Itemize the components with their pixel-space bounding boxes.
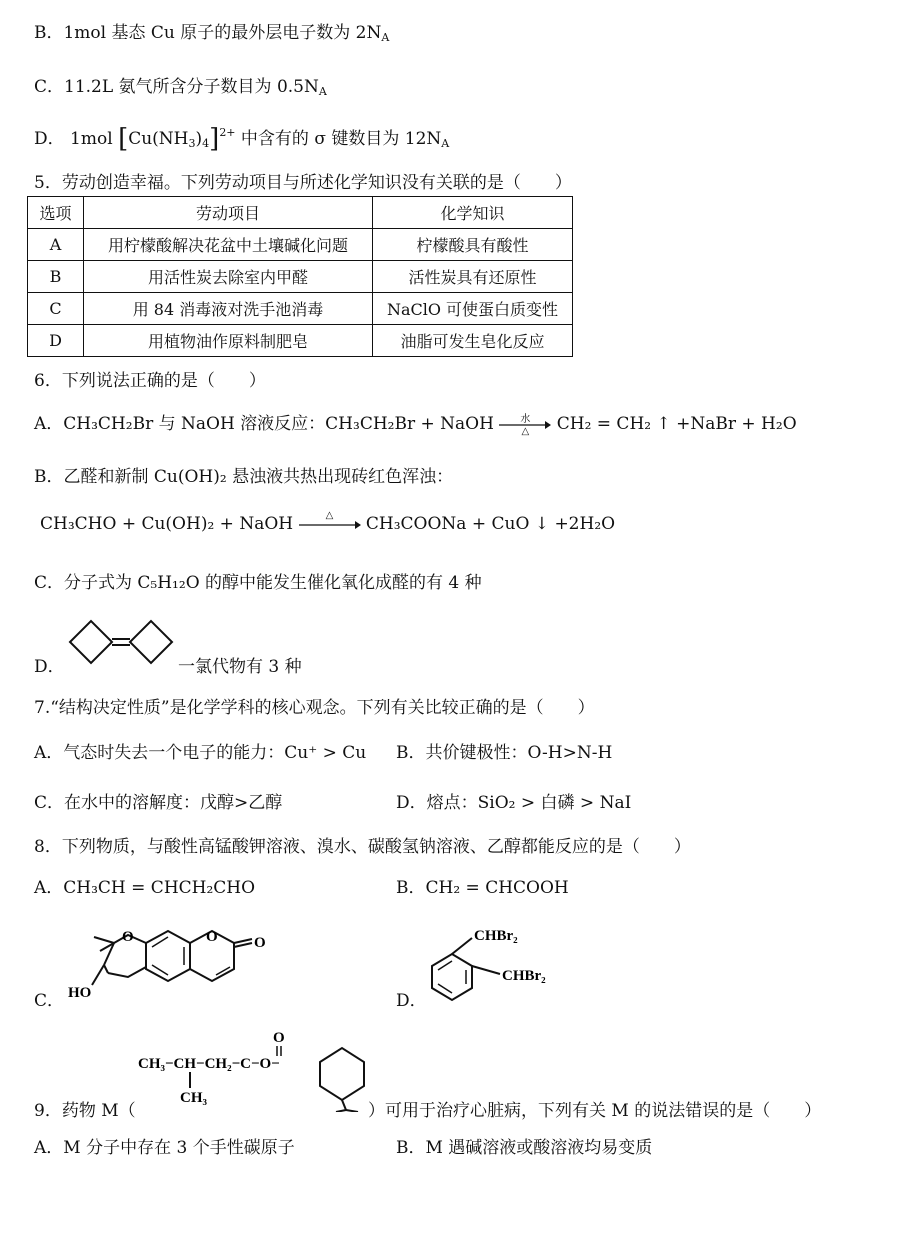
- q4-option-d-sub4: 4: [202, 137, 210, 150]
- q6-option-a: [34, 409, 797, 437]
- drug-m-structure-icon: [132, 1026, 372, 1117]
- table-row: [28, 229, 573, 261]
- q4-option-c: [34, 72, 327, 98]
- q5-row-c-labor: 用 84 消毒液对洗手池消毒: [84, 293, 373, 325]
- q5-row-c-option: C: [28, 293, 84, 325]
- reaction-arrow-icon: [299, 509, 361, 534]
- q9-stem-prefix: 9．药物 M（: [34, 1101, 136, 1121]
- q4-option-d-suffix: 中含有的 σ 键数目为 12N: [235, 129, 442, 149]
- coumarin-structure-icon: [66, 925, 280, 1012]
- q6-option-d-label: D．: [34, 657, 65, 677]
- q8-option-b: B．CH₂ = CHCOOH: [396, 878, 569, 898]
- bis-dibromomethyl-benzene-structure-icon: [426, 922, 566, 1009]
- reaction-arrow-icon: [499, 413, 551, 437]
- q4-option-d-sub: A: [441, 137, 450, 150]
- q9-stem-suffix: ）可用于治疗心脏病，下列有关 M 的说法错误的是（ ）: [368, 1101, 822, 1121]
- q9-option-b: B．M 遇碱溶液或酸溶液均易变质: [396, 1138, 653, 1158]
- q4-option-d-prefix: D． 1mol: [34, 129, 113, 149]
- q6-stem: 6．下列说法正确的是（ ）: [34, 371, 266, 391]
- q5-header-knowledge: 化学知识: [373, 197, 573, 229]
- q8-option-a: A．CH₃CH = CHCH₂CHO: [34, 878, 256, 898]
- q6-option-a-cond-bottom: △: [521, 425, 530, 437]
- q4-option-b-text: B．1mol 基态 Cu 原子的最外层电子数为 2N: [34, 23, 382, 43]
- q7-option-d: D．熔点：SiO₂ > 白磷 > NaI: [396, 793, 632, 813]
- table-row: [28, 261, 573, 293]
- table-row: [28, 293, 573, 325]
- bicyclobutylidene-structure-icon: [66, 618, 178, 673]
- q7-option-b: B．共价键极性：O-H>N-H: [396, 743, 613, 763]
- q5-table-header: [28, 197, 573, 229]
- q5-header-labor: 劳动项目: [84, 197, 373, 229]
- drug-m-formula: CH₃−CH−CH₂−C−O−: [138, 1056, 280, 1072]
- q4-option-b-sub: A: [381, 31, 390, 44]
- drug-m-carbonyl-o: O: [273, 1030, 285, 1046]
- q6-option-a-text: CH₃CH₂Br 与 NaOH 溶液反应：CH₃CH₂Br + NaOH: [63, 414, 494, 434]
- q7-option-a: A．气态时失去一个电子的能力：Cu⁺ > Cu: [34, 743, 367, 763]
- q8-stem: 8．下列物质，与酸性高锰酸钾溶液、溴水、碳酸氢钠溶液、乙醇都能反应的是（ ）: [34, 837, 691, 857]
- q6-option-a-result: CH₂ = CH₂ ↑ +NaBr + H₂O: [556, 414, 797, 434]
- q4-option-d-sub3: 3: [188, 137, 196, 150]
- q5-row-a-labor: 用柠檬酸解决花盆中土壤碱化问题: [84, 229, 373, 261]
- chbr2-top: CHBr₂: [474, 928, 518, 944]
- q5-row-b-option: B: [28, 261, 84, 293]
- table-row: [28, 325, 573, 357]
- q5-table: [27, 196, 573, 357]
- q5-row-b-labor: 用活性炭去除室内甲醛: [84, 261, 373, 293]
- q8-option-c-label: C．: [34, 991, 65, 1011]
- q6-option-a-cond-top: 水: [520, 413, 531, 425]
- q6-option-b-equation: [40, 509, 616, 534]
- coumarin-o3: O: [254, 935, 266, 951]
- q5-row-a-option: A: [28, 229, 84, 261]
- q5-row-d-option: D: [28, 325, 84, 357]
- q7-option-c: C．在水中的溶解度：戊醇>乙醇: [34, 793, 283, 813]
- q4-option-c-text: C．11.2L 氨气所含分子数目为 0.5N: [34, 77, 319, 97]
- q4-option-b: [34, 18, 389, 44]
- q5-row-d-labor: 用植物油作原料制肥皂: [84, 325, 373, 357]
- q9-option-a: A．M 分子中存在 3 个手性碳原子: [34, 1138, 295, 1158]
- q5-row-a-knowledge: 柠檬酸具有酸性: [373, 229, 573, 261]
- q6-option-b-cond: △: [325, 509, 334, 521]
- q5-row-c-knowledge: NaClO 可使蛋白质变性: [373, 293, 573, 325]
- coumarin-o1: O: [122, 929, 134, 945]
- coumarin-ho: HO: [68, 985, 92, 1001]
- q5-header-option: 选项: [28, 197, 84, 229]
- q6-option-d-text: 一氯代物有 3 种: [178, 657, 302, 677]
- q5-row-b-knowledge: 活性炭具有还原性: [373, 261, 573, 293]
- q6-option-b: B．乙醛和新制 Cu(OH)₂ 悬浊液共热出现砖红色浑浊：: [34, 467, 454, 487]
- q4-option-c-sub: A: [318, 85, 327, 98]
- q8-option-d-label: D．: [396, 991, 427, 1011]
- coumarin-o2: O: [206, 929, 218, 945]
- q5-row-d-knowledge: 油脂可发生皂化反应: [373, 325, 573, 357]
- chbr2-side: CHBr₂: [502, 968, 546, 984]
- q4-option-d-complex: Cu(NH: [128, 129, 189, 149]
- q4-option-d: D． 1mol $[Cu(NH_3)_4]^{2+}$ 中含有的 σ 键数目为 $12N_A$: [34, 124, 450, 154]
- q6-option-c: C．分子式为 C₅H₁₂O 的醇中能发生催化氧化成醛的有 4 种: [34, 573, 482, 593]
- q6-option-b-eq-right: CH₃COONa + CuO ↓ +2H₂O: [365, 514, 616, 534]
- q6-option-a-label: A．: [34, 414, 64, 434]
- q7-stem: 7.“结构决定性质”是化学学科的核心观念。下列有关比较正确的是（ ）: [34, 698, 595, 718]
- q5-stem: 5．劳动创造幸福。下列劳动项目与所述化学知识没有关联的是（ ）: [34, 173, 572, 193]
- drug-m-methyl: CH₃: [180, 1090, 207, 1106]
- q6-option-b-eq-left: CH₃CHO + Cu(OH)₂ + NaOH: [40, 514, 294, 534]
- q4-option-d-charge: 2+: [219, 126, 236, 139]
